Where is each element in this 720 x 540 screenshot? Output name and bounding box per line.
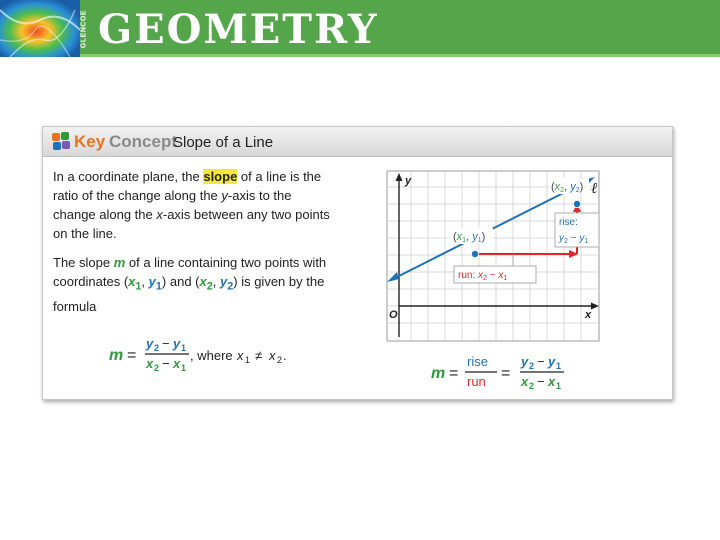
svg-text:, where: , where [190,348,237,363]
key-label: Key [74,132,106,151]
svg-text:rise: rise [467,354,488,369]
key-concept-panel [42,126,673,400]
formula-equals: = [127,347,137,364]
slope-graph [381,165,609,347]
svg-text:−: − [162,356,170,371]
slope-formula [103,333,343,377]
svg-text:=: = [449,365,459,382]
geometry-logo-image [0,0,80,57]
formula-m: m [109,347,124,364]
svg-text:run: run [467,374,486,389]
svg-text:2: 2 [154,363,160,373]
svg-text:1: 1 [556,381,562,391]
svg-text:x: x [269,348,276,363]
slope-term: slope [203,169,238,184]
formula-intro-paragraph: The slope m of a line containing two points with coordinates ($x_1$, $y_1$) and ($x_2$, $y_2$) is given by the formula [53,255,327,314]
panel-title: Slope of a Line [173,134,274,151]
run-label: run: $x_2 - x_1$ [458,270,508,282]
svg-text:2: 2 [529,381,535,391]
svg-text:1: 1 [181,343,187,353]
header-banner [0,0,720,57]
svg-text:−: − [537,374,545,389]
svg-text:−: − [537,354,545,369]
x-axis-label: x [585,309,592,321]
svg-text:1: 1 [181,363,187,373]
svg-text:.: . [283,348,287,363]
origin-label: O [389,309,398,321]
svg-text:x: x [237,348,244,363]
svg-text:1: 1 [556,361,562,371]
rise-label: rise: [559,217,578,228]
panel-header [43,127,672,157]
svg-text:2: 2 [529,361,535,371]
svg-text:2: 2 [277,355,283,365]
svg-text:y: y [146,336,154,351]
svg-text:y: y [548,354,556,369]
point-1-label: (x1, y1) [453,231,486,244]
point-2-label: (x2, y2) [551,181,584,194]
definition-paragraph: In a coordinate plane, the slope of a line is the ratio of the change along the y-axis to the change along the x-axis between any two points on the line. [53,169,330,241]
svg-text:2: 2 [154,343,160,353]
key-concept-icon [51,131,71,151]
svg-text:x: x [146,356,154,371]
svg-text:y: y [521,354,529,369]
concept-label: Concept [109,132,177,151]
line-label: ℓ [591,179,598,197]
svg-text:−: − [162,336,170,351]
graph-frame [387,171,599,341]
point-2 [573,200,580,207]
point-1 [471,250,478,257]
svg-text:x: x [548,374,556,389]
svg-text:=: = [501,365,511,382]
svg-text:≠: ≠ [255,348,263,363]
svg-text:y: y [173,336,181,351]
svg-text:x: x [521,374,529,389]
rise-expression: $y_2 - y_1$ [559,233,589,245]
course-title: GEOMETRY [98,6,379,53]
svg-text:x: x [173,356,181,371]
publisher-wordmark: GLENCOE [80,9,88,49]
rise-run-formula [427,351,627,395]
svg-text:m: m [431,365,446,382]
svg-text:1: 1 [245,355,251,365]
y-axis-label: y [405,175,412,187]
